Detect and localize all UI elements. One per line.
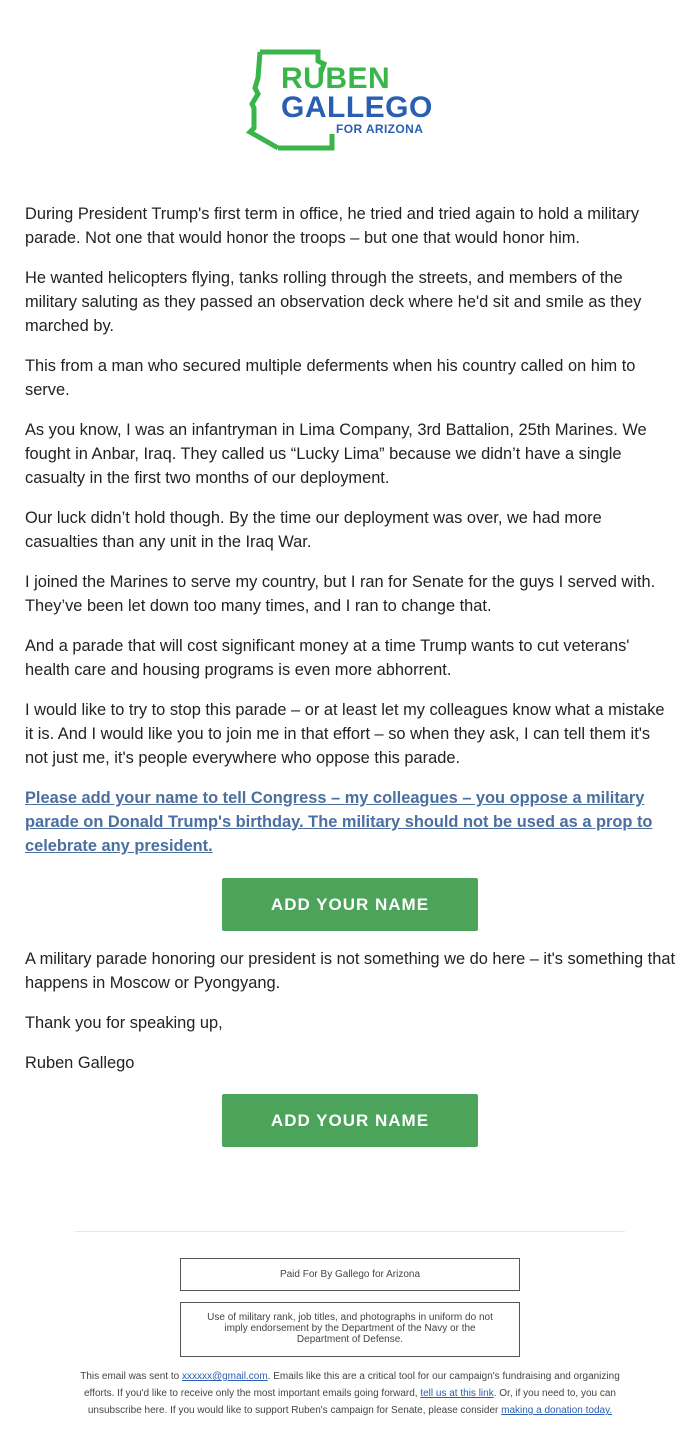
footer-text: . Or, if you need to, you can unsubscribe here. If you would like to support Ruben's campaign for Senate, please consider <box>87 1388 616 1416</box>
paid-for-text: Paid For By Gallego for Arizona <box>279 1269 421 1280</box>
body-paragraph: I joined the Marines to serve my country, but I ran for Senate for the guys I served with. They’ve been let down too many times, and I ran to change that. <box>25 573 656 615</box>
military-disclaimer-text: Use of military rank, job titles, and photographs in uniform do not imply endorsement by the Department of the Navy or the Department of Defense. <box>207 1312 493 1345</box>
sign-off: Thank you for speaking up, <box>25 1014 223 1032</box>
email-footer <box>75 1368 625 1419</box>
body-paragraph: During President Trump's first term in office, he tried and tried again to hold a military parade. Not one that would honor the troops – but one that would honor him. <box>25 205 640 247</box>
body-paragraph: I would like to try to stop this parade – or at least let my colleagues know what a mistake it is. And I would like you to join me in that effort – so when they ask, I can tell them it's not just me, it's people everywhere who oppose this parade. <box>25 701 665 767</box>
body-paragraph: He wanted helicopters flying, tanks rolling through the streets, and members of the military saluting as they passed an observation deck where he'd sit and smile as they marched by. <box>25 269 642 335</box>
footer-text: . Emails like this are a critical tool for our campaign's fundraising and organizing efforts. If you'd like to receive only the most important emails going forward, <box>84 1371 620 1399</box>
military-disclaimer <box>180 1302 520 1357</box>
body-paragraph: As you know, I was an infantryman in Lima Company, 3rd Battalion, 25th Marines. We fought in Anbar, Iraq. They called us “Lucky Lima” because we didn’t have a single casualty in the first two months of our deployment. <box>25 421 647 487</box>
email-closing <box>25 947 675 1091</box>
body-paragraph: And a parade that will cost significant money at a time Trump wants to cut veterans' health care and housing programs is even more abhorrent. <box>25 637 630 679</box>
signature: Ruben Gallego <box>25 1054 135 1072</box>
add-your-name-button[interactable]: ADD YOUR NAME <box>222 878 478 931</box>
add-your-name-button-bottom[interactable]: ADD YOUR NAME <box>222 1094 478 1147</box>
campaign-logo <box>246 48 446 152</box>
body-paragraph: This from a man who secured multiple deferments when his country called on him to serve. <box>25 357 636 399</box>
logo-for-arizona-text: FOR ARIZONA <box>336 122 424 136</box>
closing-paragraph: A military parade honoring our president is not something we do here – it's something that happens in Moscow or Pyongyang. <box>25 950 676 992</box>
email-preferences-link[interactable]: tell us at this link <box>420 1388 494 1399</box>
donation-link[interactable]: making a donation today. <box>501 1405 613 1416</box>
recipient-email-link[interactable]: xxxxxx@gmail.com <box>181 1371 268 1382</box>
body-paragraph: Our luck didn’t hold though. By the time our deployment was over, we had more casualties than any unit in the Iraq War. <box>25 509 602 551</box>
logo-ruben-text: RUBEN <box>281 62 391 95</box>
add-name-cta-link[interactable]: Please add your name to tell Congress – my colleagues – you oppose a military parade on Donald Trump's birthday. The military should not be used as a prop to celebrate any president. <box>25 789 653 855</box>
paid-for-disclaimer <box>180 1258 520 1291</box>
footer-divider <box>75 1231 625 1232</box>
logo-gallego-text: GALLEGO <box>281 91 433 124</box>
footer-sent-to-text: This email was sent to <box>80 1371 182 1382</box>
email-body <box>25 202 675 874</box>
